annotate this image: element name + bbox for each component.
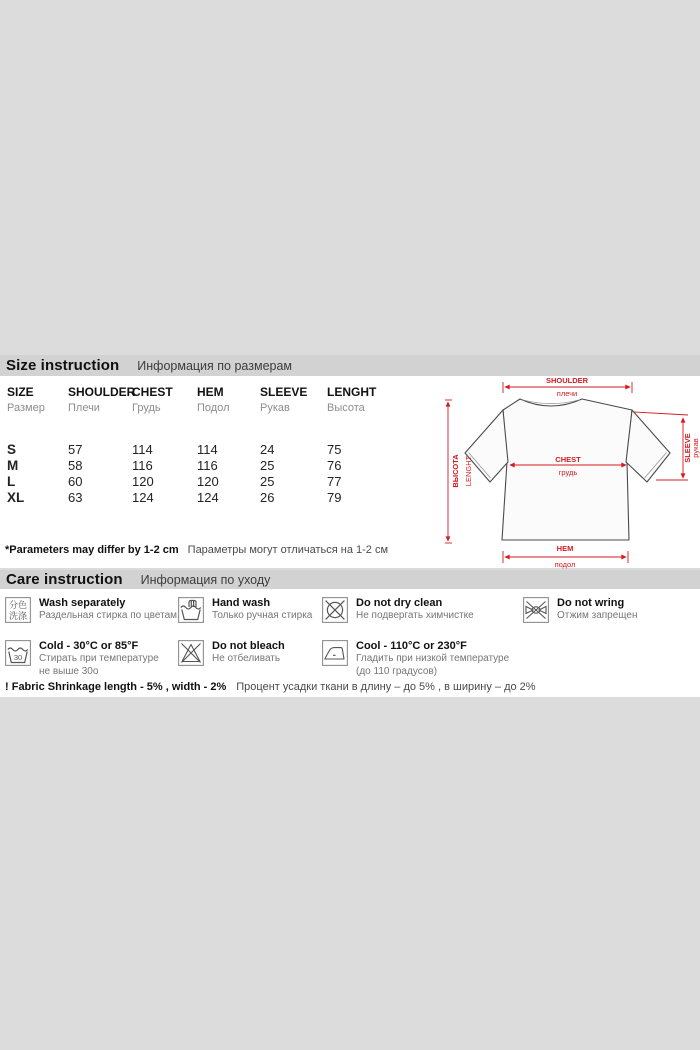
do-not-bleach-icon: [178, 640, 204, 666]
table-cell: 116: [197, 458, 218, 473]
care-item-wash-cold: 30 Cold - 30°C or 85°F Стирать при температуре не выше 30о: [5, 640, 171, 678]
table-cell: 114: [197, 442, 218, 457]
wash-separately-icon: [5, 597, 31, 623]
table-cell: 24: [260, 442, 275, 457]
table-cell: 60: [68, 474, 83, 489]
do-not-dry-clean-icon: [322, 597, 348, 623]
care-item-hand-wash: Hand wash Только ручная стирка: [178, 597, 312, 623]
table-cell: 124: [132, 490, 154, 505]
iron-cool-icon: [322, 640, 348, 666]
diagram-hem-label-ru: подол: [554, 560, 576, 569]
diagram-chest-label-ru: грудь: [558, 468, 578, 477]
care-item-iron-cool: Cool - 110°C or 230°F Гладить при низкой температуре (до 110 градусов): [322, 640, 524, 678]
size-cell: M: [7, 458, 19, 473]
diagram-height-label-ru: ВЫСОТА: [451, 454, 460, 488]
size-section-title: Size instruction: [6, 357, 120, 374]
care-section-subtitle: Информация по уходу: [140, 572, 271, 587]
column-header-hem: HEM Подол: [197, 385, 230, 414]
table-cell: 114: [132, 442, 153, 457]
tshirt-measurement-diagram: [445, 374, 700, 570]
diagram-chest-label: CHEST: [555, 455, 581, 464]
table-cell: 124: [197, 490, 219, 505]
diagram-hem-label: HEM: [556, 544, 574, 553]
diagram-shoulder-label-ru: плечи: [556, 389, 578, 398]
care-instruction-header-bar: [0, 570, 700, 589]
do-not-wring-icon: [523, 597, 549, 623]
care-panel: [0, 589, 700, 697]
table-cell: 120: [132, 474, 154, 489]
size-instruction-header-bar: [0, 355, 700, 376]
column-header-sleeve: SLEEVE Рукав: [260, 385, 308, 414]
care-item-do-not-dry-clean: Do not dry clean Не подвергать химчистке: [322, 597, 474, 623]
table-cell: 76: [327, 458, 342, 473]
column-header-shoulder: SHOULDER Плечи: [68, 385, 136, 414]
table-cell: 63: [68, 490, 83, 505]
size-cell: S: [7, 442, 17, 457]
table-cell: 57: [68, 442, 83, 457]
table-cell: 116: [132, 458, 153, 473]
table-cell: 25: [260, 458, 275, 473]
diagram-sleeve-label: SLEEVE: [683, 433, 692, 463]
column-header-lenght: LENGHT Высота: [327, 385, 377, 414]
svg-text:洗涤: 洗涤: [8, 611, 28, 621]
measurement-tolerance-note: *Parameters may differ by 1-2 cm Параметры могут отличаться на 1-2 см: [5, 544, 389, 556]
column-header-chest: CHEST Грудь: [132, 385, 173, 414]
svg-text:30: 30: [13, 653, 23, 662]
diagram-sleeve-label-ru: рукав: [691, 438, 700, 458]
size-section-subtitle: Информация по размерам: [137, 358, 293, 373]
table-cell: 120: [197, 474, 219, 489]
diagram-height-label: LENGHT: [464, 455, 473, 487]
table-cell: 26: [260, 490, 275, 505]
fabric-shrinkage-note: ! Fabric Shrinkage length - 5% , width - 2% Процент усадки ткани в длину – до 5% , в ширину – до 2%: [5, 681, 536, 693]
wash-30-icon: [5, 640, 31, 666]
care-section-title: Care instruction: [6, 571, 123, 588]
care-item-wash-separately: 分色 洗涤 Wash separately Раздельная стирка по цветам: [5, 597, 177, 623]
table-cell: 77: [327, 474, 342, 489]
hand-wash-icon: [178, 597, 204, 623]
table-cell: 79: [327, 490, 342, 505]
table-cell: 58: [68, 458, 83, 473]
care-item-do-not-wring: Do not wring Отжим запрещен: [523, 597, 638, 623]
size-table-header: [7, 385, 407, 414]
table-cell: 75: [327, 442, 342, 457]
size-cell: XL: [7, 490, 25, 505]
column-header-size: SIZE Размер: [7, 385, 45, 414]
size-table-rows: [7, 442, 407, 506]
diagram-shoulder-label: SHOULDER: [545, 376, 589, 385]
svg-text:分色: 分色: [8, 600, 28, 610]
care-item-do-not-bleach: Do not bleach Не отбеливать: [178, 640, 285, 666]
table-cell: 25: [260, 474, 275, 489]
size-cell: L: [7, 474, 16, 489]
